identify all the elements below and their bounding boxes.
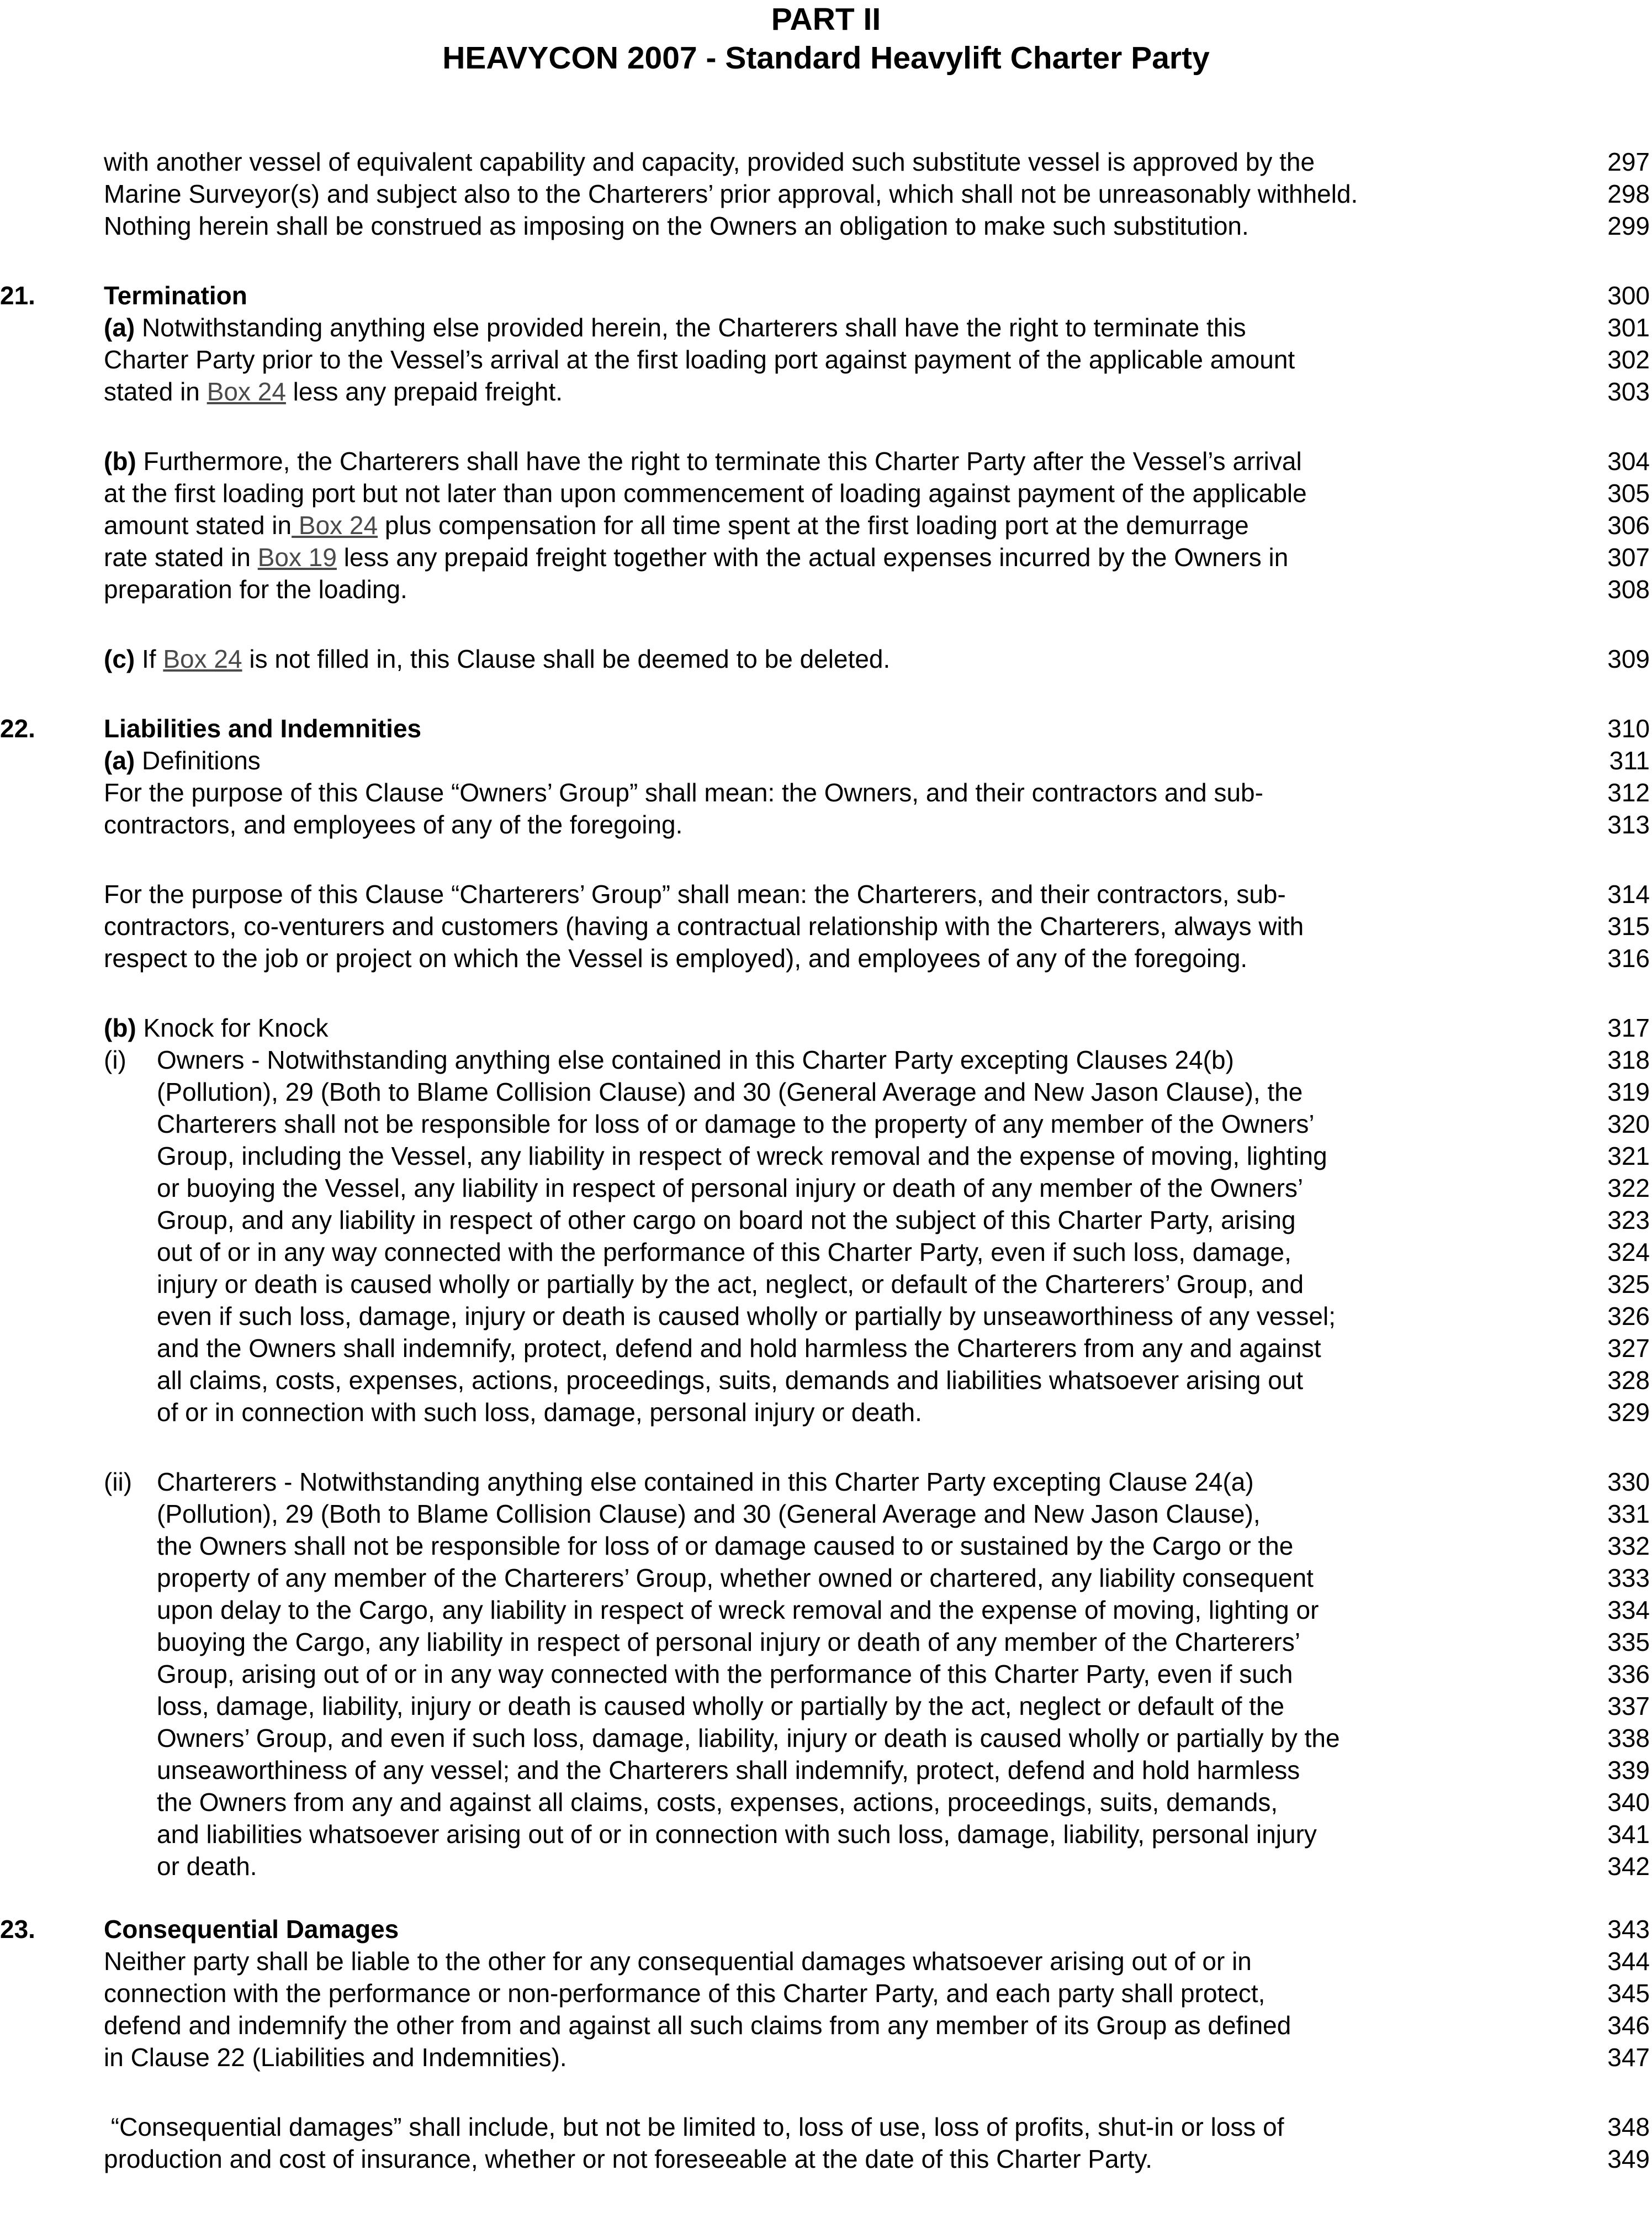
- line-text: amount stated in: [104, 511, 292, 540]
- line-number: 331: [1607, 1499, 1650, 1528]
- item-marker: (i): [104, 1045, 126, 1074]
- line-text: of or in connection with such loss, damage, personal injury or death.: [157, 1398, 922, 1427]
- line-number: 299: [1607, 212, 1650, 240]
- text-line: [0, 1754, 1652, 1786]
- text-line: [0, 1172, 1652, 1204]
- text-line: [0, 541, 1652, 573]
- line-text: less any prepaid freight together with the actual expenses incurred by the Owners in: [336, 543, 1289, 572]
- line-number: 325: [1607, 1270, 1650, 1298]
- text-line: [0, 210, 1652, 242]
- line-number: 311: [1609, 746, 1650, 775]
- text-line: [0, 1012, 1652, 1044]
- line-number: 306: [1607, 511, 1650, 540]
- line-text: contractors, co-venturers and customers (having a contractual relationship with the Charterers, always with: [104, 912, 1304, 941]
- box-19-link[interactable]: Box 19: [257, 543, 337, 572]
- line-text: Owners’ Group, and even if such loss, damage, liability, injury or death is caused wholly or partially by the: [157, 1724, 1340, 1752]
- line-text: defend and indemnify the other from and against all such claims from any member of its Group as defined: [104, 2011, 1291, 2040]
- text-line: [0, 1236, 1652, 1268]
- line-text: out of or in any way connected with the performance of this Charter Party, even if such loss, damage,: [157, 1238, 1291, 1266]
- line-text: Charterers shall not be responsible for loss of or damage to the property of any member of the Owners’: [157, 1110, 1315, 1138]
- line-number: 333: [1607, 1564, 1650, 1592]
- line-number: 312: [1607, 778, 1650, 807]
- line-text: in Clause 22 (Liabilities and Indemnities).: [104, 2043, 567, 2072]
- text-line: [0, 1658, 1652, 1690]
- line-text: Knock for Knock: [136, 1013, 329, 1042]
- line-number: 343: [1607, 1915, 1650, 1944]
- text-line: [0, 1466, 1652, 1498]
- line-text: connection with the performance or non-performance of this Charter Party, and each party shall protect,: [104, 1979, 1266, 2008]
- text-line: [0, 2041, 1652, 2073]
- line-number: 338: [1607, 1724, 1650, 1752]
- line-text: and the Owners shall indemnify, protect, defend and hold harmless the Charterers from any and against: [157, 1334, 1321, 1363]
- line-text: all claims, costs, expenses, actions, proceedings, suits, demands and liabilities whatsoever arising out: [157, 1366, 1304, 1395]
- line-number: 342: [1607, 1852, 1650, 1881]
- line-text: unseaworthiness of any vessel; and the Charterers shall indemnify, protect, defend and hold harmless: [157, 1756, 1300, 1784]
- text-line: [0, 1945, 1652, 1977]
- line-number: 298: [1607, 179, 1650, 208]
- line-number: 341: [1607, 1820, 1650, 1849]
- clause-title: Termination: [104, 281, 247, 310]
- line-number: 326: [1607, 1302, 1650, 1330]
- line-number: 310: [1607, 714, 1650, 743]
- clause-title: Liabilities and Indemnities: [104, 714, 422, 743]
- line-text: For the purpose of this Clause “Charterers’ Group” shall mean: the Charterers, and their contractors, sub-: [104, 880, 1286, 909]
- subclause-label: (c): [104, 645, 135, 673]
- text-line: [0, 2009, 1652, 2041]
- line-text: Owners - Notwithstanding anything else contained in this Charter Party excepting Clauses 24(b): [157, 1045, 1234, 1074]
- line-text: or death.: [157, 1852, 257, 1881]
- text-line: [0, 777, 1652, 809]
- text-line: [0, 1818, 1652, 1850]
- line-text: For the purpose of this Clause “Owners’ Group” shall mean: the Owners, and their contractors and sub-: [104, 778, 1263, 807]
- line-text: Group, including the Vessel, any liability in respect of wreck removal and the expense of moving, lighting: [157, 1142, 1327, 1170]
- line-text: “Consequential damages” shall include, but not be limited to, loss of use, loss of profits, shut-in or loss of: [104, 2113, 1284, 2141]
- text-line: [0, 311, 1652, 344]
- line-text: buoying the Cargo, any liability in respect of personal injury or death of any member of the Charterers’: [157, 1628, 1301, 1656]
- line-text: Notwithstanding anything else provided herein, the Charterers shall have the right to terminate this: [135, 313, 1246, 342]
- line-text: the Owners shall not be responsible for loss of or damage caused to or sustained by the Cargo or the: [157, 1532, 1294, 1560]
- text-line: [0, 2143, 1652, 2175]
- line-number: 307: [1607, 543, 1650, 572]
- line-number: 339: [1607, 1756, 1650, 1784]
- line-number: 304: [1607, 447, 1650, 476]
- text-line: [0, 1562, 1652, 1594]
- line-number: 332: [1607, 1532, 1650, 1560]
- text-line: [0, 1300, 1652, 1332]
- line-text: the Owners from any and against all claims, costs, expenses, actions, proceedings, suits, demands,: [157, 1788, 1278, 1816]
- line-number: 301: [1607, 313, 1650, 342]
- line-text: or buoying the Vessel, any liability in respect of personal injury or death of any member of the Owners’: [157, 1174, 1304, 1202]
- line-text: (Pollution), 29 (Both to Blame Collision Clause) and 30 (General Average and New Jason Clause), the: [157, 1078, 1303, 1106]
- item-marker: (ii): [104, 1467, 133, 1496]
- line-number: 300: [1607, 281, 1650, 310]
- text-line: [0, 878, 1652, 910]
- text-line: [0, 146, 1652, 178]
- line-text: production and cost of insurance, whether or not foreseeable at the date of this Charter Party.: [104, 2145, 1153, 2173]
- line-text: injury or death is caused wholly or partially by the act, neglect, or default of the Charterers’ Group, and: [157, 1270, 1304, 1298]
- clause-number: 22.: [0, 714, 35, 743]
- text-line: [0, 1850, 1652, 1882]
- line-text: Group, and any liability in respect of other cargo on board not the subject of this Charter Party, arising: [157, 1206, 1296, 1234]
- line-text: (Pollution), 29 (Both to Blame Collision Clause) and 30 (General Average and New Jason Clause),: [157, 1499, 1261, 1528]
- box-24-link[interactable]: Box 24: [163, 645, 242, 673]
- line-text: is not filled in, this Clause shall be deemed to be deleted.: [242, 645, 891, 673]
- text-line: [0, 1140, 1652, 1172]
- line-number: 329: [1607, 1398, 1650, 1427]
- clause-title: Consequential Damages: [104, 1915, 399, 1944]
- text-line: [0, 2111, 1652, 2143]
- box-24-link[interactable]: Box 24: [292, 511, 378, 540]
- text-line: [0, 509, 1652, 541]
- line-number: 348: [1607, 2113, 1650, 2141]
- text-line: [0, 1498, 1652, 1530]
- line-number: 308: [1607, 575, 1650, 604]
- line-text: upon delay to the Cargo, any liability in respect of wreck removal and the expense of moving, lighting or: [157, 1596, 1319, 1624]
- line-number: 337: [1607, 1692, 1650, 1720]
- line-number: 347: [1607, 2043, 1650, 2072]
- line-number: 302: [1607, 345, 1650, 374]
- line-number: 319: [1607, 1078, 1650, 1106]
- subclause-label: (a): [104, 313, 135, 342]
- line-number: 346: [1607, 2011, 1650, 2040]
- line-number: 305: [1607, 479, 1650, 508]
- text-line: [0, 477, 1652, 509]
- text-line: [0, 1977, 1652, 2009]
- text-line: [0, 809, 1652, 841]
- line-number: 303: [1607, 377, 1650, 406]
- line-number: 335: [1607, 1628, 1650, 1656]
- clause-heading: [0, 279, 1652, 311]
- text-line: [0, 1268, 1652, 1300]
- line-text: and liabilities whatsoever arising out of or in connection with such loss, damage, liability, personal injury: [157, 1820, 1317, 1849]
- page-header: [0, 0, 1652, 77]
- text-line: [0, 744, 1652, 777]
- line-number: 336: [1607, 1660, 1650, 1688]
- line-text: less any prepaid freight.: [285, 377, 563, 406]
- line-number: 344: [1607, 1947, 1650, 1976]
- line-number: 334: [1607, 1596, 1650, 1624]
- subclause-label: (a): [104, 746, 135, 775]
- text-line: [0, 1594, 1652, 1626]
- line-number: 327: [1607, 1334, 1650, 1363]
- line-text: Furthermore, the Charterers shall have the right to terminate this Charter Party after the Vessel’s arrival: [136, 447, 1302, 476]
- line-number: 322: [1607, 1174, 1650, 1202]
- line-text: with another vessel of equivalent capability and capacity, provided such substitute vessel is approved by the: [104, 147, 1315, 176]
- text-line: [0, 445, 1652, 477]
- line-text: Group, arising out of or in any way connected with the performance of this Charter Party, even if such: [157, 1660, 1293, 1688]
- line-text: Definitions: [135, 746, 261, 775]
- line-text: preparation for the loading.: [104, 575, 407, 604]
- text-line: [0, 573, 1652, 605]
- text-line: [0, 1626, 1652, 1658]
- clause-number: 23.: [0, 1915, 35, 1944]
- line-number: 349: [1607, 2145, 1650, 2173]
- text-line: [0, 942, 1652, 974]
- line-text: rate stated in: [104, 543, 258, 572]
- line-number: 318: [1607, 1045, 1650, 1074]
- line-text: If: [135, 645, 163, 673]
- text-line: [0, 1722, 1652, 1754]
- line-text: Marine Surveyor(s) and subject also to the Charterers’ prior approval, which shall not be unreasonably withheld.: [104, 179, 1358, 208]
- subclause-label: (b): [104, 1013, 136, 1042]
- line-text: Neither party shall be liable to the other for any consequential damages whatsoever arising out of or in: [104, 1947, 1252, 1976]
- text-line: [0, 1364, 1652, 1396]
- text-line: [0, 1076, 1652, 1108]
- line-text: respect to the job or project on which the Vessel is employed), and employees of any of the foregoing.: [104, 944, 1248, 973]
- text-line: [0, 643, 1652, 675]
- line-number: 340: [1607, 1788, 1650, 1816]
- clause-heading: [0, 1913, 1652, 1945]
- clause-number: 21.: [0, 281, 35, 310]
- line-number: 330: [1607, 1467, 1650, 1496]
- text-line: [0, 1530, 1652, 1562]
- text-line: [0, 1786, 1652, 1818]
- line-number: 317: [1607, 1013, 1650, 1042]
- text-line: [0, 178, 1652, 210]
- line-text: plus compensation for all time spent at the first loading port at the demurrage: [378, 511, 1249, 540]
- line-text: at the first loading port but not later than upon commencement of loading against payment of the applicable: [104, 479, 1307, 508]
- line-text: Charter Party prior to the Vessel’s arrival at the first loading port against payment of the applicable amount: [104, 345, 1295, 374]
- box-24-link[interactable]: Box 24: [206, 377, 286, 406]
- line-number: 313: [1607, 810, 1650, 839]
- text-line: [0, 344, 1652, 376]
- subclause-label: (b): [104, 447, 136, 476]
- document-title: HEAVYCON 2007 - Standard Heavylift Charter Party: [442, 40, 1210, 76]
- text-line: [0, 376, 1652, 408]
- text-line: [0, 1044, 1652, 1076]
- line-text: contractors, and employees of any of the foregoing.: [104, 810, 683, 839]
- line-number: 316: [1607, 944, 1650, 973]
- line-number: 309: [1607, 645, 1650, 673]
- text-line: [0, 1690, 1652, 1722]
- text-line: [0, 1396, 1652, 1428]
- line-text: stated in: [104, 377, 207, 406]
- line-text: Nothing herein shall be construed as imposing on the Owners an obligation to make such substitution.: [104, 212, 1249, 240]
- part-label: PART II: [771, 2, 881, 37]
- line-number: 324: [1607, 1238, 1650, 1266]
- line-text: property of any member of the Charterers’ Group, whether owned or chartered, any liability consequent: [157, 1564, 1314, 1592]
- text-line: [0, 1332, 1652, 1364]
- text-line: [0, 1204, 1652, 1236]
- line-number: 320: [1607, 1110, 1650, 1138]
- line-number: 314: [1607, 880, 1650, 909]
- line-text: even if such loss, damage, injury or death is caused wholly or partially by unseaworthiness of any vessel;: [157, 1302, 1336, 1330]
- clause-heading: [0, 712, 1652, 744]
- line-text: loss, damage, liability, injury or death is caused wholly or partially by the act, neglect or default of the: [157, 1692, 1285, 1720]
- line-number: 297: [1607, 147, 1650, 176]
- line-text: Charterers - Notwithstanding anything else contained in this Charter Party excepting Clause 24(a): [157, 1467, 1254, 1496]
- line-number: 323: [1607, 1206, 1650, 1234]
- text-line: [0, 1108, 1652, 1140]
- line-number: 315: [1607, 912, 1650, 941]
- text-line: [0, 910, 1652, 942]
- line-number: 345: [1607, 1979, 1650, 2008]
- line-number: 328: [1607, 1366, 1650, 1395]
- line-number: 321: [1607, 1142, 1650, 1170]
